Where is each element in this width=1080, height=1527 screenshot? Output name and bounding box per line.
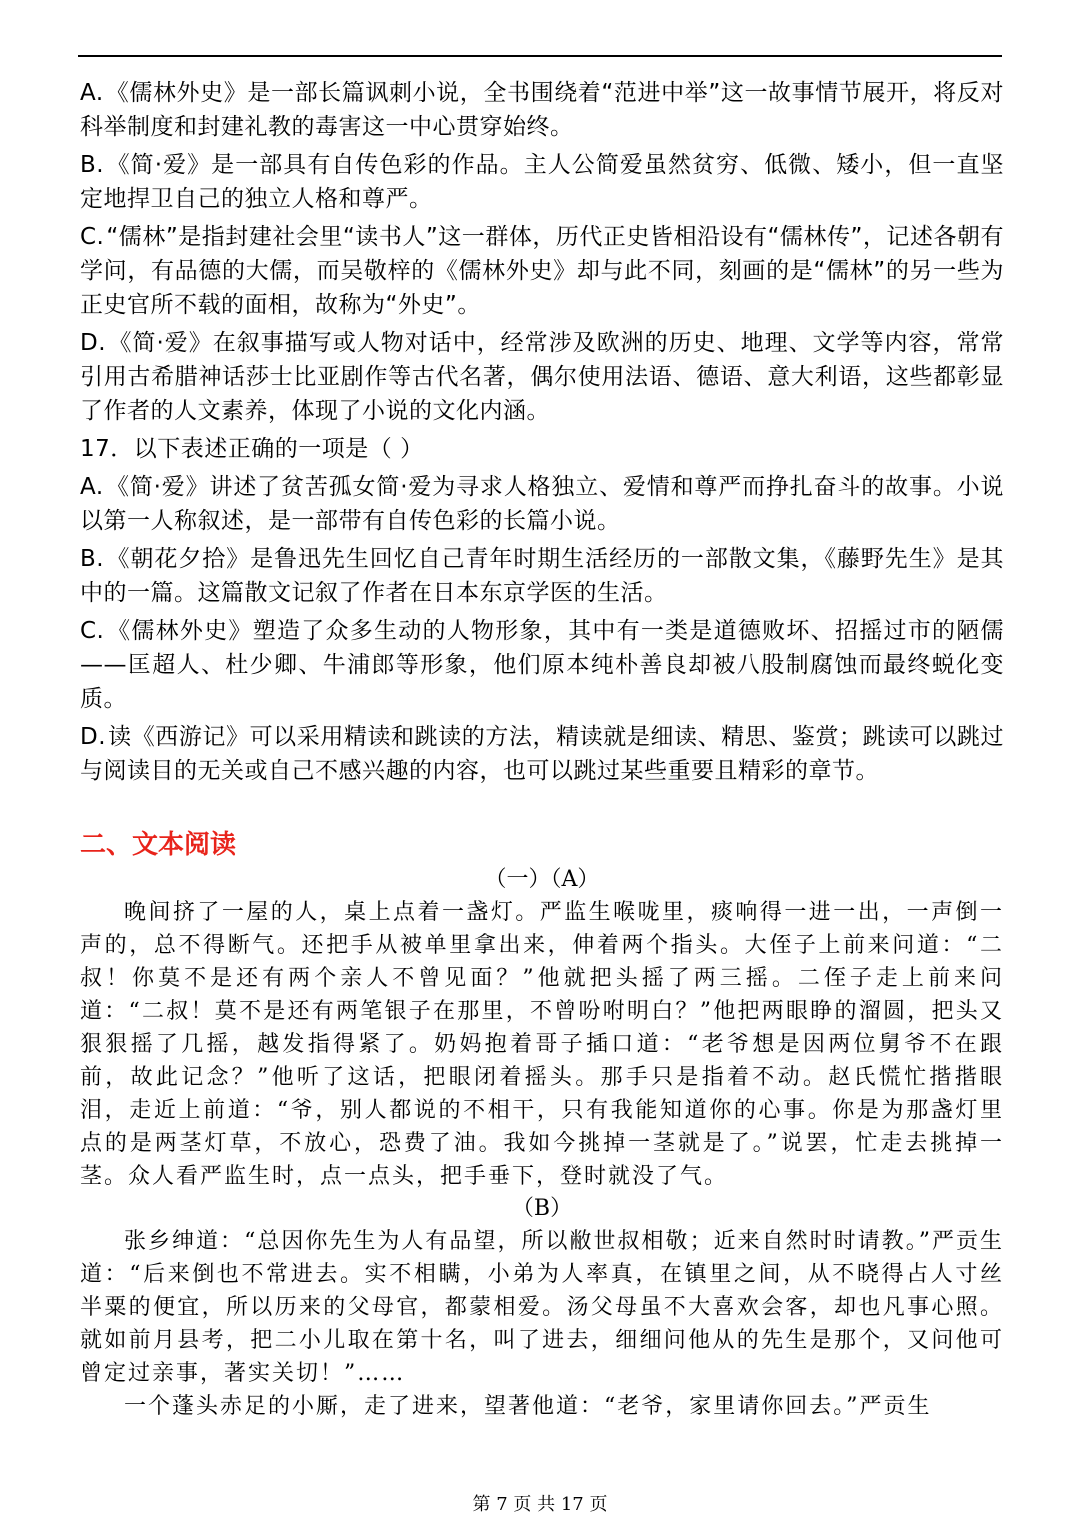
subsection-b-heading: （B） <box>511 1196 573 1221</box>
q16-option-b: B.《简·爱》是一部具有自传色彩的作品。主人公简爱虽然贫穷、低微、矮小，但一直坚定地捍卫自己的独立人格和尊严。 <box>80 152 1004 212</box>
header-rule <box>78 55 1002 57</box>
passage-a: 晚间挤了一屋的人，桌上点着一盏灯。严监生喉咙里，痰响得一进一出，一声倒一声的，总不得断气。还把手从被单里拿出来，伸着两个指头。大侄子上前来问道：“二叔！你莫不是还有两个亲人不曾见面？”他就把头摇了两三摇。二侄子走上前来问道：“二叔！莫不是还有两笔银子在那里，不曾吩咐明白？”他把两眼睁的溜圆，把头又狠狠摇了几摇，越发指得紧了。奶妈抱着哥子插口道：“老爷想是因两位舅爷不在跟前，故此记念？”他听了这话，把眼闭着摇头。那手只是指着不动。赵氏慌忙揩揩眼泪，走近上前道：“爷，别人都说的不相干，只有我能知道你的心事。你是为那盏灯里点的是两茎灯草，不放心，恐费了油。我如今挑掉一茎就是了。”说罢，忙走去挑掉一茎。众人看严监生时，点一点头，把手垂下，登时就没了气。 <box>80 900 1004 1189</box>
q16-option-c: C.“儒林”是指封建社会里“读书人”这一群体，历代正史皆相沿设有“儒林传”，记述各朝有学问，有品德的大儒，而吴敬梓的《儒林外史》却与此不同，刻画的是“儒林”的另一些为正史官所不载的面相，故称为“外史”。 <box>80 224 1004 318</box>
q16-option-a: A.《儒林外史》是一部长篇讽刺小说，全书围绕着“范进中举”这一故事情节展开，将反对科举制度和封建礼教的毒害这一中心贯穿始终。 <box>80 80 1004 140</box>
subsection-a-heading: （一）（A） <box>484 867 600 892</box>
q17-option-d: D.读《西游记》可以采用精读和跳读的方法，精读就是细读、精思、鉴赏；跳读可以跳过与阅读目的无关或自己不感兴趣的内容，也可以跳过某些重要且精彩的章节。 <box>80 724 1004 784</box>
q17-option-a: A.《简·爱》讲述了贫苦孤女简·爱为寻求人格独立、爱情和尊严而挣扎奋斗的故事。小说以第一人称叙述，是一部带有自传色彩的长篇小说。 <box>80 474 1004 534</box>
q17-option-c: C.《儒林外史》塑造了众多生动的人物形象，其中有一类是道德败坏、招摇过市的陋儒——匡超人、杜少卿、牛浦郎等形象，他们原本纯朴善良却被八股制腐蚀而最终蜕化变质。 <box>80 618 1004 712</box>
q17-option-b: B.《朝花夕拾》是鲁迅先生回忆自己青年时期生活经历的一部散文集，《藤野先生》是其中的一篇。这篇散文记叙了作者在日本东京学医的生活。 <box>80 546 1004 606</box>
page-content <box>80 76 1004 1423</box>
passage-b-paragraph-1: 张乡绅道：“总因你先生为人有品望，所以敝世叔相敬；近来自然时时请教。”严贡生道：“后来倒也不常进去。实不相瞒，小弟为人率真，在镇里之间，从不晓得占人寸丝半粟的便宜，所以历来的父母官，都蒙相爱。汤父母虽不大喜欢会客，却也凡事心照。就如前月县考，把二小儿取在第十名，叫了进去，细细问他从的先生是那个，又问他可曾定过亲事，著实关切！”…… <box>80 1229 1004 1386</box>
q16-option-d: D.《简·爱》在叙事描写或人物对话中，经常涉及欧洲的历史、地理、文学等内容，常常引用古希腊神话莎士比亚剧作等古代名著，偶尔使用法语、德语、意大利语，这些都彰显了作者的人文素养，体现了小说的文化内涵。 <box>80 330 1004 424</box>
q17-stem: 17．以下表述正确的一项是（ ） <box>80 436 424 462</box>
page-number-footer: 第 7 页 共 17 页 <box>472 1494 608 1515</box>
section-title: 二、文本阅读 <box>80 830 237 860</box>
passage-b-paragraph-2: 一个蓬头赤足的小厮，走了进来，望著他道：“老爷，家里请你回去。”严贡生 <box>124 1394 932 1419</box>
